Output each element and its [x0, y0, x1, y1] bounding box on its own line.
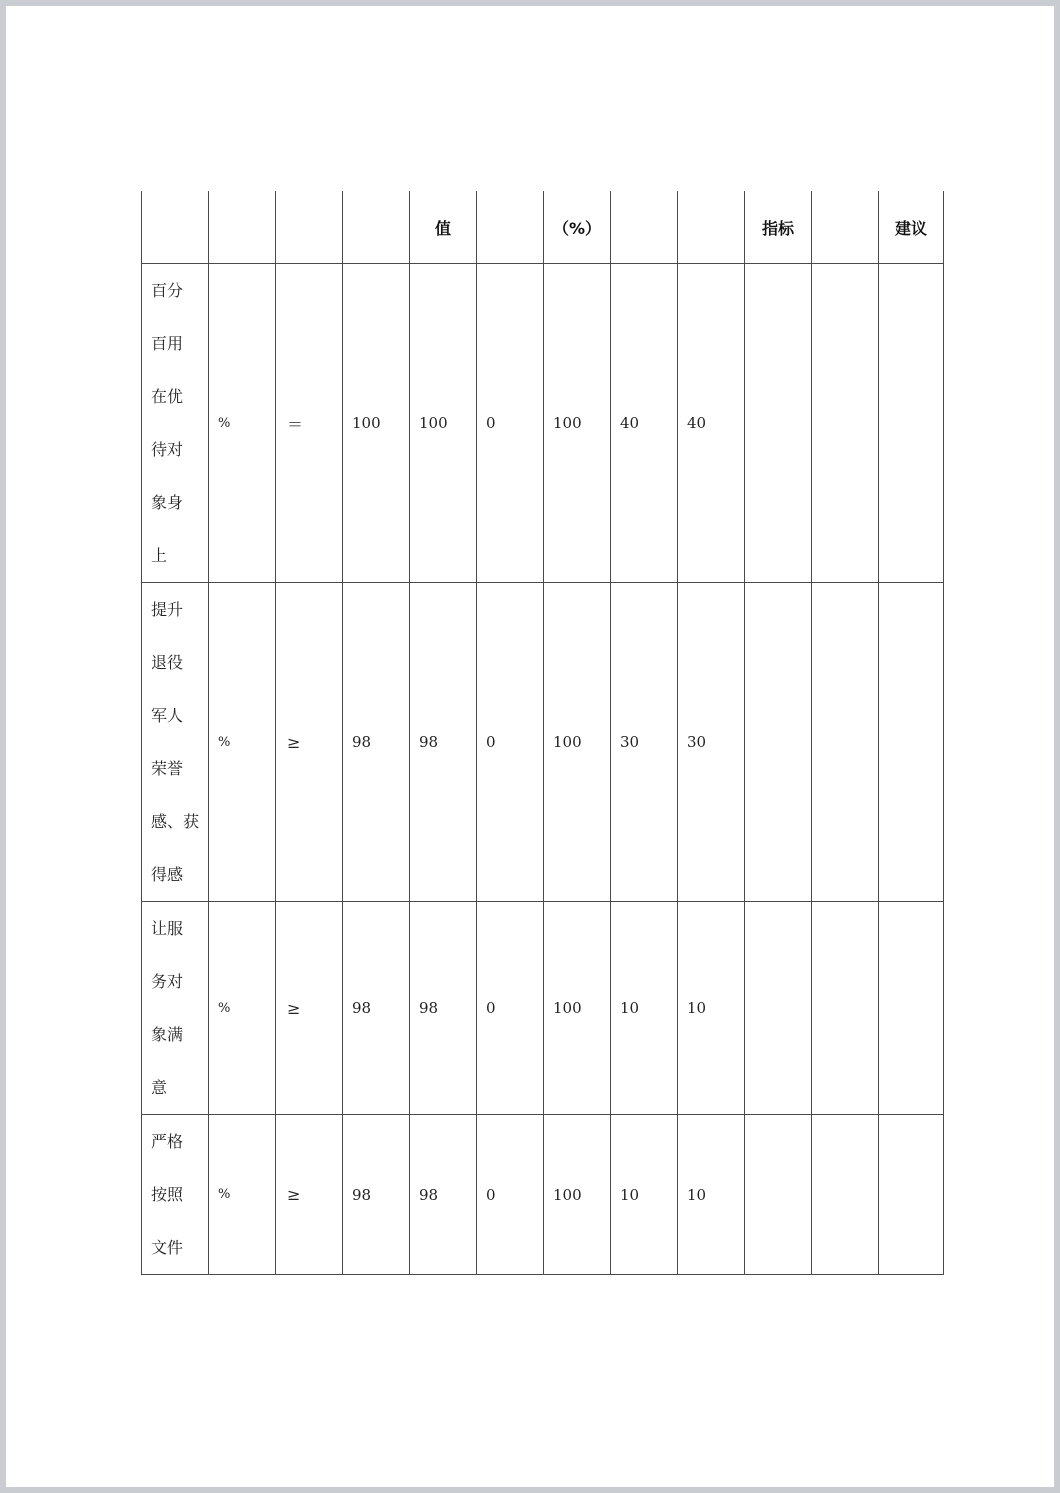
actual-value-cell: 100 — [410, 264, 477, 583]
completion-rate-cell: 100 — [544, 902, 611, 1115]
unit-cell: % — [209, 583, 276, 902]
target-value-cell: 100 — [343, 264, 410, 583]
indicator-name: 让服 务对 象满 意 — [151, 919, 184, 1097]
header-cell — [477, 191, 544, 264]
target-value-cell: 98 — [343, 1115, 410, 1275]
indicator-name-cell — [142, 902, 209, 1115]
empty-cell — [812, 264, 879, 583]
empty-cell — [812, 902, 879, 1115]
performance-table — [141, 191, 944, 1275]
deviation-cell: 0 — [477, 1115, 544, 1275]
actual-value-cell: 98 — [410, 583, 477, 902]
operator-cell: ≥ — [276, 1115, 343, 1275]
table-row — [142, 902, 944, 1115]
empty-cell — [745, 1115, 812, 1275]
completion-rate-cell: 100 — [544, 1115, 611, 1275]
score-cell: 10 — [678, 902, 745, 1115]
header-cell — [276, 191, 343, 264]
completion-rate-cell: 100 — [544, 583, 611, 902]
indicator-name-cell — [142, 583, 209, 902]
empty-cell — [745, 264, 812, 583]
empty-cell — [745, 902, 812, 1115]
header-cell-value: 值 — [410, 191, 477, 264]
unit-cell: % — [209, 902, 276, 1115]
actual-value-cell: 98 — [410, 902, 477, 1115]
empty-cell — [745, 583, 812, 902]
operator-cell: ≥ — [276, 902, 343, 1115]
indicator-name: 提升 退役 军人 荣誉 感、获 得感 — [151, 600, 200, 884]
operator-cell: ＝ — [276, 264, 343, 583]
deviation-cell: 0 — [477, 583, 544, 902]
indicator-name-cell — [142, 1115, 209, 1275]
document-page — [6, 6, 1054, 1487]
header-cell-indicator: 指标 — [745, 191, 812, 264]
empty-cell — [879, 264, 944, 583]
header-cell — [812, 191, 879, 264]
empty-cell — [879, 583, 944, 902]
actual-value-cell: 98 — [410, 1115, 477, 1275]
indicator-name: 百分 百用 在优 待对 象身 上 — [151, 281, 184, 565]
target-value-cell: 98 — [343, 583, 410, 902]
header-cell-percent: （%） — [544, 191, 611, 264]
table-row — [142, 264, 944, 583]
indicator-name: 严格 按照 文件 — [151, 1132, 184, 1257]
empty-cell — [879, 902, 944, 1115]
score-cell: 40 — [678, 264, 745, 583]
weight-cell: 40 — [611, 264, 678, 583]
unit-cell: % — [209, 264, 276, 583]
deviation-cell: 0 — [477, 264, 544, 583]
empty-cell — [812, 583, 879, 902]
empty-cell — [879, 1115, 944, 1275]
table-row — [142, 1115, 944, 1275]
header-cell — [343, 191, 410, 264]
table-row — [142, 583, 944, 902]
indicator-name-cell — [142, 264, 209, 583]
header-cell-suggestion: 建议 — [879, 191, 944, 264]
target-value-cell: 98 — [343, 902, 410, 1115]
unit-cell: % — [209, 1115, 276, 1275]
header-cell — [142, 191, 209, 264]
header-cell — [611, 191, 678, 264]
weight-cell: 10 — [611, 902, 678, 1115]
score-cell: 10 — [678, 1115, 745, 1275]
completion-rate-cell: 100 — [544, 264, 611, 583]
table-header-row — [142, 191, 944, 264]
operator-cell: ≥ — [276, 583, 343, 902]
empty-cell — [812, 1115, 879, 1275]
weight-cell: 30 — [611, 583, 678, 902]
score-cell: 30 — [678, 583, 745, 902]
deviation-cell: 0 — [477, 902, 544, 1115]
weight-cell: 10 — [611, 1115, 678, 1275]
header-cell — [209, 191, 276, 264]
header-cell — [678, 191, 745, 264]
